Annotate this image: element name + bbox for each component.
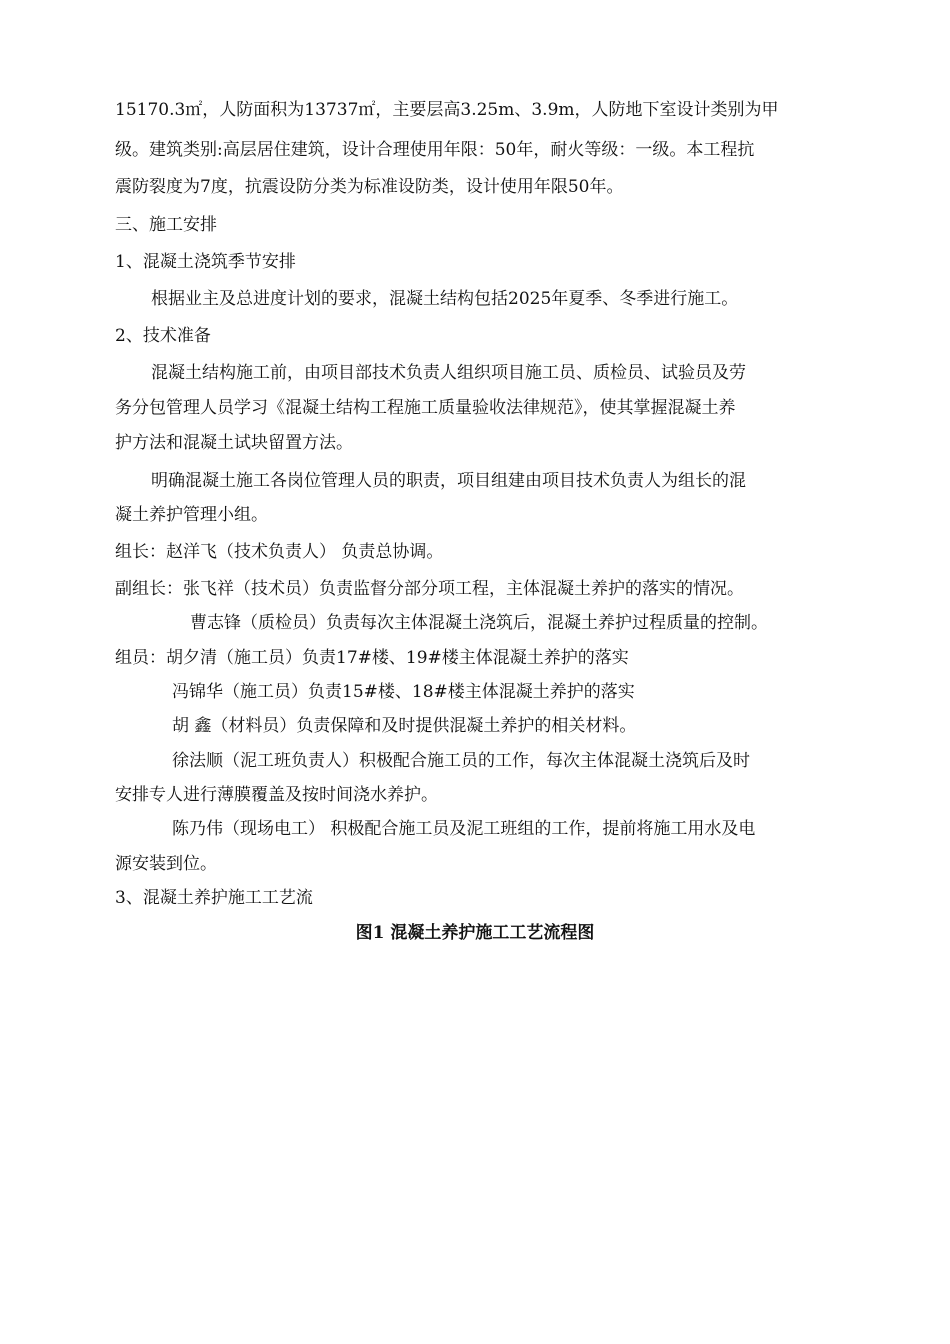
figure-caption: 图1 混凝土养护施工工艺流程图 (355, 923, 595, 943)
paragraph-line: 15170.3㎡，人防面积为13737㎡，主要层高3.25m、3.9m，人防地下室设计类别为甲 (115, 100, 779, 120)
subsection-heading: 1、混凝土浇筑季节安排 (115, 252, 296, 272)
team-member-line: 组员：胡夕清（施工员）负责17#楼、19#楼主体混凝土养护的落实 (115, 648, 629, 668)
subsection-heading: 3、混凝土养护施工工艺流 (115, 888, 313, 908)
team-member-line: 徐法顺（泥工班负责人）积极配合施工员的工作，每次主体混凝土浇筑后及时 (172, 751, 750, 771)
team-member-line: 胡 鑫（材料员）负责保障和及时提供混凝土养护的相关材料。 (172, 716, 637, 736)
paragraph-line: 根据业主及总进度计划的要求，混凝土结构包括2025年夏季、冬季进行施工。 (151, 289, 739, 309)
team-member-line: 冯锦华（施工员）负责15#楼、18#楼主体混凝土养护的落实 (172, 682, 635, 702)
subsection-heading: 2、技术准备 (115, 326, 211, 346)
paragraph-line: 混凝土结构施工前，由项目部技术负责人组织项目施工员、质检员、试验员及劳 (151, 363, 746, 383)
deputy-leader-line: 曹志锋（质检员）负责每次主体混凝土浇筑后，混凝土养护过程质量的控制。 (190, 613, 768, 633)
paragraph-line: 震防裂度为7度，抗震设防分类为标准设防类，设计使用年限50年。 (115, 177, 624, 197)
team-member-line: 陈乃伟（现场电工） 积极配合施工员及泥工班组的工作，提前将施工用水及电 (172, 819, 756, 839)
paragraph-line: 务分包管理人员学习《混凝土结构工程施工质量验收法律规范》，使其掌握混凝土养 (115, 398, 736, 418)
paragraph-line: 护方法和混凝土试块留置方法。 (115, 433, 353, 453)
paragraph-line: 级。建筑类别:高层居住建筑，设计合理使用年限：50年，耐火等级：一级。本工程抗 (115, 140, 755, 160)
paragraph-line: 明确混凝土施工各岗位管理人员的职责，项目组建由项目技术负责人为组长的混 (151, 471, 746, 491)
deputy-leader-line: 副组长：张飞祥（技术员）负责监督分部分项工程，主体混凝土养护的落实的情况。 (115, 579, 744, 599)
team-leader-line: 组长：赵洋飞（技术负责人） 负责总协调。 (115, 542, 444, 562)
section-heading: 三、施工安排 (115, 215, 217, 235)
paragraph-line: 凝土养护管理小组。 (115, 505, 268, 525)
paragraph-line: 安排专人进行薄膜覆盖及按时间浇水养护。 (115, 785, 438, 805)
paragraph-line: 源安装到位。 (115, 854, 217, 874)
